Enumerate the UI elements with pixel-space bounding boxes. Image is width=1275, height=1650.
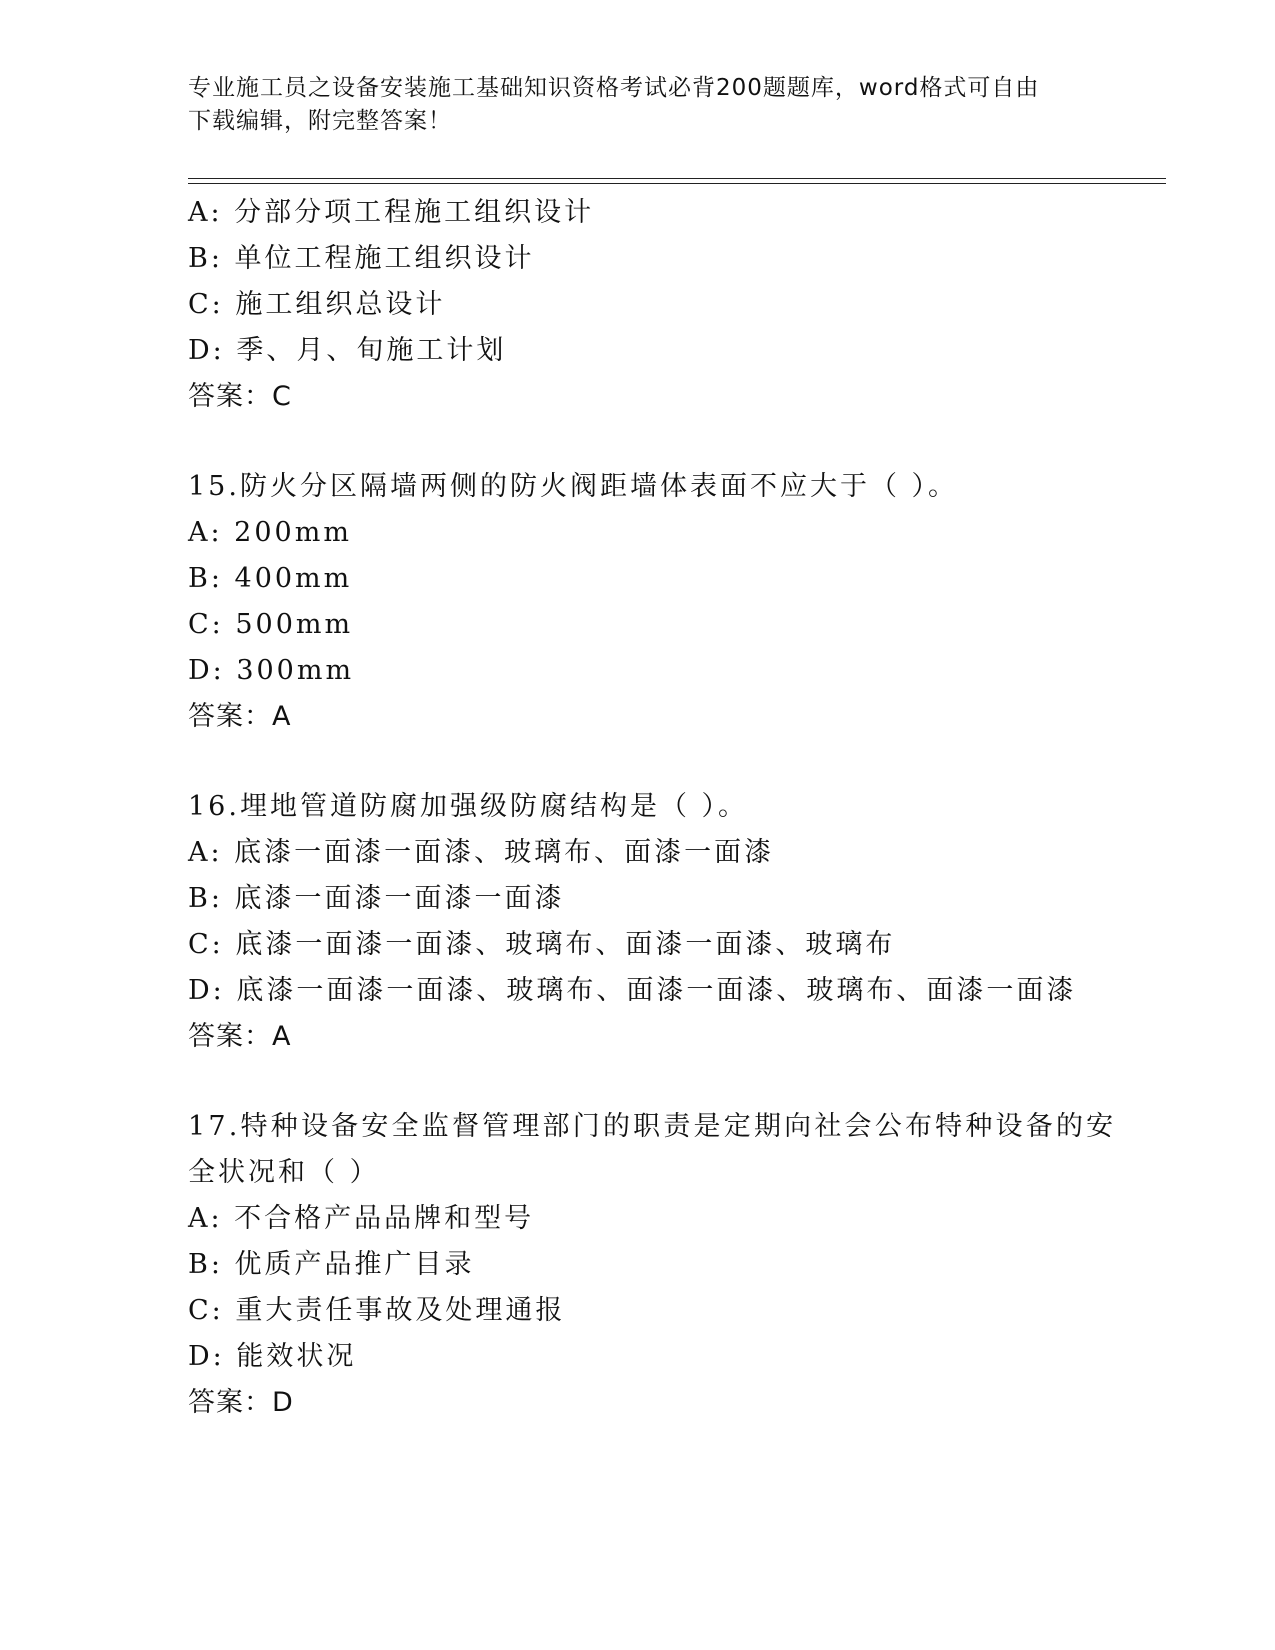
option-a: A: 不合格产品品牌和型号: [188, 1203, 535, 1234]
option-c: C: 底漆一面漆一面漆、玻璃布、面漆一面漆、玻璃布: [188, 929, 896, 960]
question-text: 16.埋地管道防腐加强级防腐结构是（ ）。: [188, 791, 749, 822]
option-c: C: 施工组织总设计: [188, 289, 446, 320]
answer-label: 答案：D: [188, 1387, 294, 1418]
question-list: [188, 190, 1178, 1426]
option-d: D: 底漆一面漆一面漆、玻璃布、面漆一面漆、玻璃布、面漆一面漆: [188, 975, 1077, 1006]
question-16: [188, 784, 1178, 1060]
option-a: A: 底漆一面漆一面漆、玻璃布、面漆一面漆: [188, 837, 775, 868]
question-text-line-2: 全状况和（ ）: [188, 1157, 380, 1188]
header-divider-top: [188, 178, 1166, 179]
option-b: B: 底漆一面漆一面漆一面漆: [188, 883, 565, 914]
answer-label: 答案：A: [188, 701, 292, 732]
question-15: [188, 464, 1178, 740]
option-a: A: 分部分项工程施工组织设计: [188, 197, 595, 228]
header-divider-bottom: [188, 183, 1166, 184]
question-14-options: [188, 190, 1178, 420]
document-header: [188, 72, 1088, 138]
option-a: A: 200mm: [188, 517, 352, 548]
option-d: D: 300mm: [188, 655, 355, 686]
option-d: D: 能效状况: [188, 1341, 357, 1372]
answer-label: 答案：A: [188, 1021, 292, 1052]
option-b: B: 单位工程施工组织设计: [188, 243, 535, 274]
header-line-2: 下载编辑，附完整答案！: [188, 108, 452, 134]
question-text: 15.防火分区隔墙两侧的防火阀距墙体表面不应大于（ ）。: [188, 471, 959, 502]
option-b: B: 400mm: [188, 563, 353, 594]
option-b: B: 优质产品推广目录: [188, 1249, 475, 1280]
question-text-line-1: 17.特种设备安全监督管理部门的职责是定期向社会公布特种设备的安: [188, 1111, 1117, 1142]
header-line-1: 专业施工员之设备安装施工基础知识资格考试必背200题题库，word格式可自由: [188, 75, 1040, 101]
option-c: C: 500mm: [188, 609, 354, 640]
question-17: [188, 1104, 1178, 1426]
option-d: D: 季、月、旬施工计划: [188, 335, 507, 366]
answer-label: 答案：C: [188, 381, 292, 412]
option-c: C: 重大责任事故及处理通报: [188, 1295, 566, 1326]
